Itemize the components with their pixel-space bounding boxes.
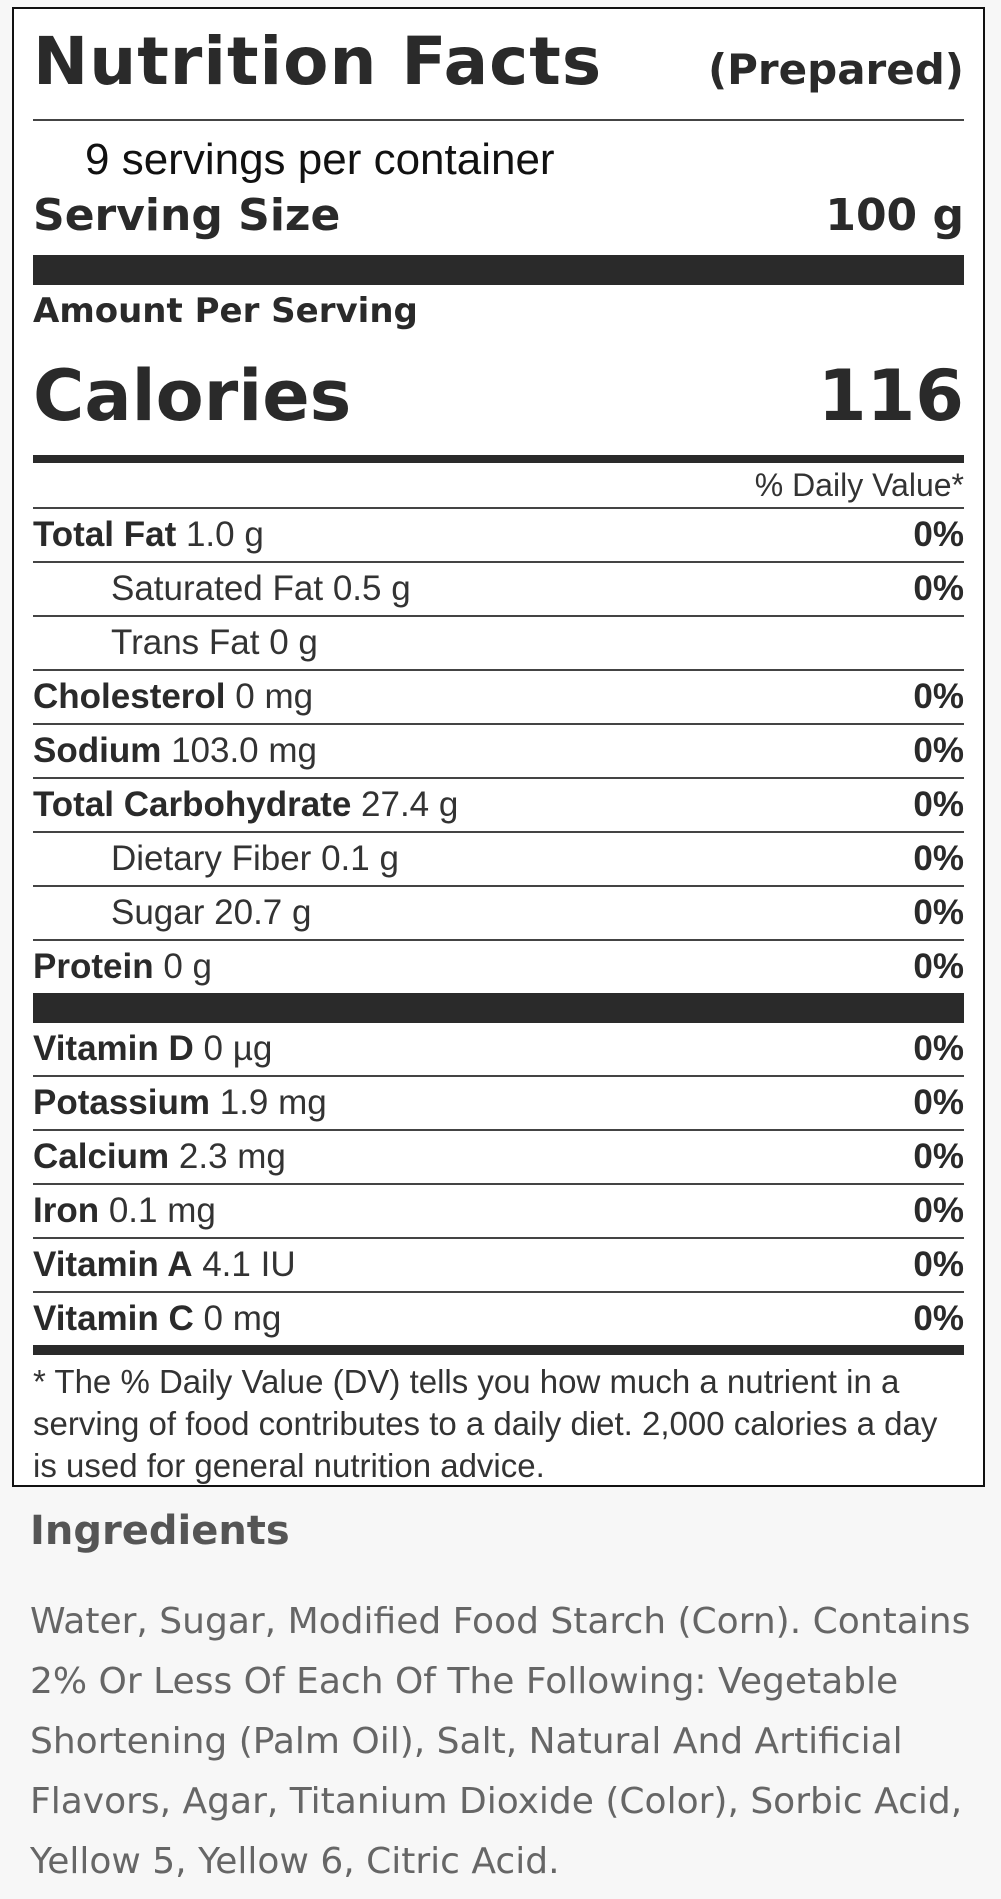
nutrition-facts-label [12,7,985,1487]
nutrient-name: Sodium [33,731,162,770]
nutrient-daily-value: 0% [913,893,964,932]
nutrient-row [33,671,964,725]
nutrient-amount: 27.4 g [361,785,459,824]
amount-per-serving: Amount Per Serving [33,291,418,331]
thick-divider [33,255,964,285]
vitamin-daily-value: 0% [913,1191,964,1230]
vitamin-daily-value: 0% [913,1083,964,1122]
calories-label: Calories [33,355,352,437]
nutrient-name: Sugar [111,893,205,932]
nutrient-row [33,617,964,671]
vitamin-row [33,1131,964,1185]
nutrient-name: Protein [33,947,154,986]
nutrient-row [33,509,964,563]
nutrient-daily-value: 0% [913,839,964,878]
nutrient-amount: 0 g [163,947,212,986]
vitamin-amount: 1.9 mg [219,1083,327,1122]
vitamin-amount: 0 µg [203,1029,273,1068]
nutrient-row [33,941,964,993]
thick-divider [33,993,964,1023]
nutrient-amount: 103.0 mg [171,731,317,770]
calories-row [33,337,964,455]
vitamin-name: Vitamin C [33,1299,194,1338]
vitamin-row [33,1185,964,1239]
daily-value-header: % Daily Value* [33,463,964,509]
nutrient-list [33,509,964,993]
vitamin-name: Iron [33,1191,100,1230]
label-title: Nutrition Facts [33,23,603,100]
vitamin-row [33,1239,964,1293]
vitamin-name: Potassium [33,1083,210,1122]
vitamin-amount: 4.1 IU [202,1245,296,1284]
nutrient-amount: 20.7 g [214,893,312,932]
nutrient-amount: 1.0 g [185,515,264,554]
vitamin-list [33,1023,964,1345]
nutrient-amount: 0.5 g [332,569,411,608]
nutrient-daily-value: 0% [913,677,964,716]
nutrient-name: Trans Fat [111,623,260,662]
bottom-divider [33,1345,964,1355]
nutrient-name: Cholesterol [33,677,226,716]
ingredients-heading: Ingredients [30,1508,290,1554]
nutrient-daily-value: 0% [913,731,964,770]
nutrient-name: Total Carbohydrate [33,785,352,824]
nutrient-name: Saturated Fat [111,569,324,608]
vitamin-amount: 2.3 mg [178,1137,286,1176]
vitamin-daily-value: 0% [913,1299,964,1338]
servings-per-container: 9 servings per container [85,135,555,184]
nutrient-daily-value: 0% [913,947,964,986]
nutrient-amount: 0 mg [235,677,314,716]
vitamin-name: Calcium [33,1137,170,1176]
title-row [33,9,964,119]
vitamin-amount: 0.1 mg [108,1191,216,1230]
nutrient-daily-value: 0% [913,515,964,554]
vitamin-name: Vitamin D [33,1029,194,1068]
vitamin-amount: 0 mg [203,1299,282,1338]
serving-size-row [33,187,964,243]
nutrient-row [33,887,964,941]
nutrient-row [33,779,964,833]
serving-size-label: Serving Size [33,189,341,241]
calories-value: 116 [817,355,964,437]
nutrient-row [33,833,964,887]
divider [33,119,964,121]
serving-size-value: 100 g [825,189,964,241]
vitamin-name: Vitamin A [33,1245,193,1284]
daily-value-footnote: * The % Daily Value (DV) tells you how much a nutrient in a serving of food contributes to a daily diet. 2,000 calories a day is used for general nutrition advice. [33,1363,938,1484]
vitamin-row [33,1023,964,1077]
medium-divider [33,455,964,463]
nutrient-name: Total Fat [33,515,177,554]
vitamin-row [33,1077,964,1131]
nutrient-name: Dietary Fiber [111,839,312,878]
nutrient-daily-value: 0% [913,785,964,824]
vitamin-daily-value: 0% [913,1137,964,1176]
nutrient-row [33,563,964,617]
vitamin-daily-value: 0% [913,1245,964,1284]
vitamin-row [33,1293,964,1345]
nutrient-row [33,725,964,779]
nutrient-amount: 0.1 g [321,839,399,878]
label-qualifier: (Prepared) [707,45,964,94]
nutrient-daily-value: 0% [913,569,964,608]
nutrient-amount: 0 g [269,623,318,662]
vitamin-daily-value: 0% [913,1029,964,1068]
ingredients-text: Water, Sugar, Modified Food Starch (Corn). Contains 2% Or Less Of Each Of The Following: Vegetable Shortening (Palm Oil), Salt, Natural And Artificial Flavors, Agar, Titanium Dioxide (Color), Sorbic Acid, Yellow 5, Yellow 6, Citric Acid. [30,1601,971,1882]
